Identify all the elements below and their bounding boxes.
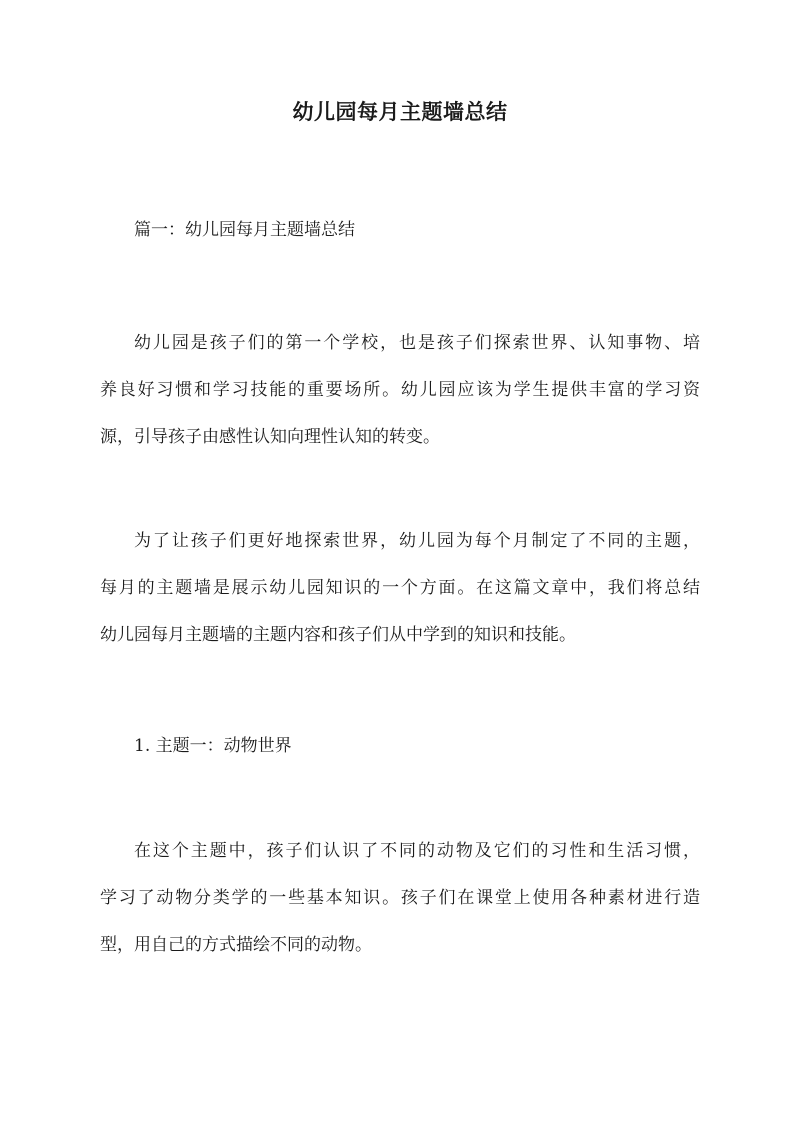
paragraph-line: 每月的主题墙是展示幼儿园知识的一个方面。在这篇文章中，我们将总结 [100, 578, 700, 598]
paragraph-line: 养良好习惯和学习技能的重要场所。幼儿园应该为学生提供丰富的学习资 [100, 380, 700, 400]
paragraph-line: 为了让孩子们更好地探索世界，幼儿园为每个月制定了不同的主题， [134, 531, 700, 551]
paragraph-theme-1 [100, 828, 700, 969]
paragraph-line: 在这个主题中，孩子们认识了不同的动物及它们的习性和生活习惯， [134, 841, 700, 861]
paragraph-line: 幼儿园每月主题墙的主题内容和孩子们从中学到的知识和技能。 [100, 625, 576, 645]
paragraph-purpose [100, 518, 700, 659]
section-heading: 篇一：幼儿园每月主题墙总结 [134, 220, 355, 240]
paragraph-intro [100, 320, 700, 461]
paragraph-line: 学习了动物分类学的一些基本知识。孩子们在课堂上使用各种素材进行造 [100, 888, 700, 908]
theme-1-heading: 1. 主题一：动物世界 [134, 736, 292, 756]
paragraph-line: 源，引导孩子由感性认知向理性认知的转变。 [100, 427, 440, 447]
document-title: 幼儿园每月主题墙总结 [292, 99, 508, 124]
paragraph-line: 型，用自己的方式描绘不同的动物。 [100, 935, 372, 955]
paragraph-line: 幼儿园是孩子们的第一个学校，也是孩子们探索世界、认知事物、培 [134, 333, 700, 353]
